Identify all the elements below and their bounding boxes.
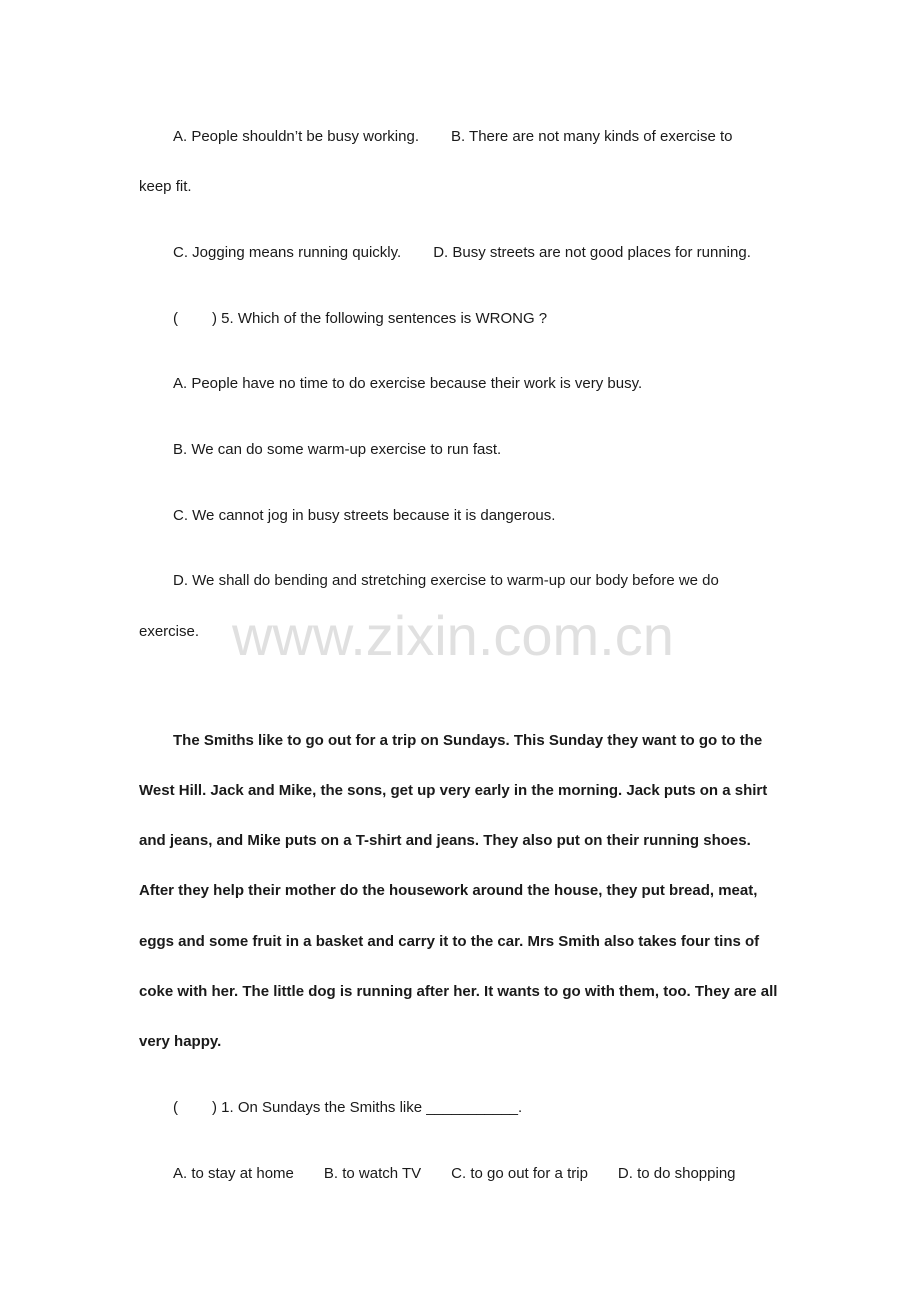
watermark: www.zixin.com.cn [232, 604, 674, 667]
q1-stem-line [173, 1098, 823, 1118]
answer-paren: ( [173, 310, 178, 327]
q4-options-cd-line [173, 243, 823, 263]
q1-option-a: A. to stay at home [173, 1165, 294, 1182]
q5-option-d: D. We shall do bending and stretching exercise to warm-up our body before we do [173, 572, 719, 589]
q5-option-a: A. People have no time to do exercise because their work is very busy. [173, 375, 643, 392]
q4-option-b-continued: keep fit. [139, 178, 192, 195]
q1-options-line [173, 1164, 823, 1184]
q5-option-c: C. We cannot jog in busy streets because it is dangerous. [173, 507, 556, 524]
q4-option-b: B. There are not many kinds of exercise to [450, 128, 733, 145]
q4-option-a: A. People shouldn’t be busy working. [173, 128, 419, 145]
passage-line-5: eggs and some fruit in a basket and carry it to the car. Mrs Smith also takes four tins of [139, 933, 760, 950]
q1-option-d: D. to do shopping [617, 1165, 736, 1182]
passage-line-4: After they help their mother do the housework around the house, they put bread, meat, [139, 882, 758, 899]
q4-option-d: D. Busy streets are not good places for running. [433, 244, 751, 261]
q5-option-d-continued: exercise. [139, 623, 200, 640]
passage-line-7: very happy. [139, 1033, 222, 1050]
q5-option-b: B. We can do some warm-up exercise to run fast. [173, 441, 502, 458]
q1-option-b: B. to watch TV [323, 1165, 422, 1182]
q1-stem: ) 1. On Sundays the Smiths like ___________. [212, 1099, 523, 1116]
q4-option-c: C. Jogging means running quickly. [173, 244, 402, 261]
q5-stem-line [173, 309, 823, 329]
q5-stem: ) 5. Which of the following sentences is WRONG ? [212, 310, 548, 327]
passage-line-6: coke with her. The little dog is running after her. It wants to go with them, too. They are all [139, 983, 778, 1000]
passage-line-3: and jeans, and Mike puts on a T-shirt and jeans. They also put on their running shoes. [139, 832, 751, 849]
q4-options-ab-line [173, 127, 823, 147]
passage-line-2: West Hill. Jack and Mike, the sons, get up very early in the morning. Jack puts on a shirt [139, 782, 768, 799]
answer-paren: ( [173, 1099, 178, 1116]
passage-line-1: The Smiths like to go out for a trip on Sundays. This Sunday they want to go to the [173, 732, 763, 749]
q1-option-c: C. to go out for a trip [451, 1165, 588, 1182]
